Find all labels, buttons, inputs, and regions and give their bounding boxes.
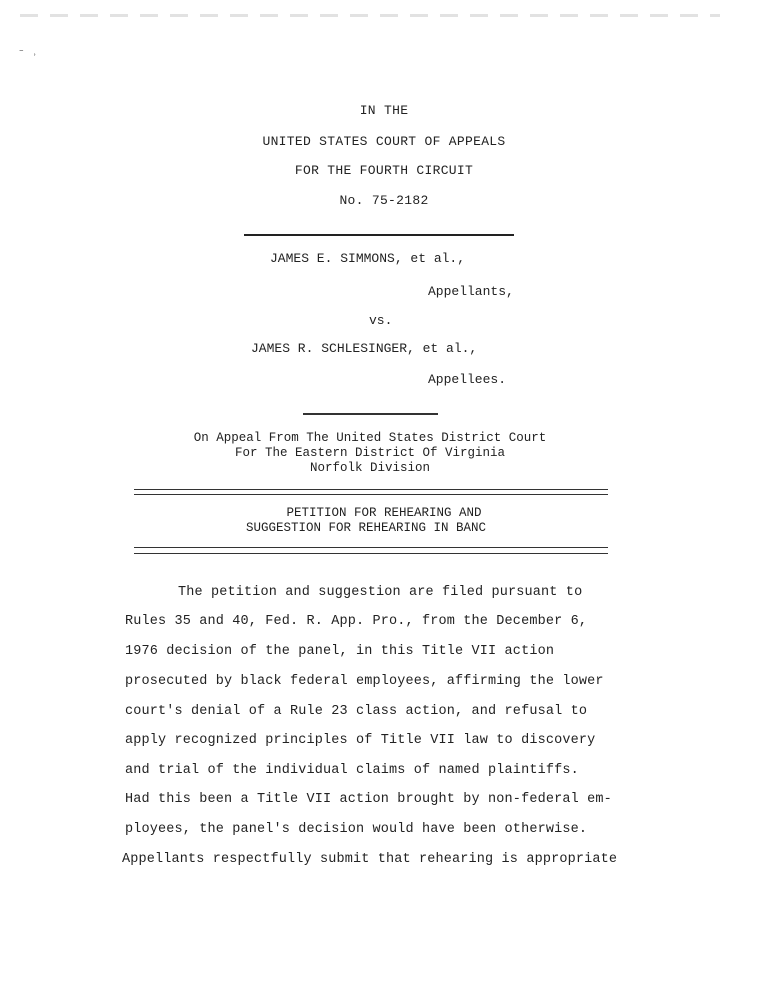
body-line-9: ployees, the panel's decision would have been otherwise. xyxy=(125,822,588,837)
appeal-line-2: For The Eastern District Of Virginia xyxy=(234,446,506,460)
docket-number: No. 75-2182 xyxy=(339,193,429,208)
body-line-6: apply recognized principles of Title VII law to discovery xyxy=(125,733,596,748)
title-rule-top-1 xyxy=(134,489,608,490)
body-line-10: Appellants respectfully submit that rehearing is appropriate xyxy=(122,852,618,867)
appellees-role: Appellees. xyxy=(428,372,507,387)
title-rule-bottom-1 xyxy=(134,547,608,548)
body-line-1: The petition and suggestion are filed pursuant to xyxy=(178,585,583,600)
appellants-name: JAMES E. SIMMONS, et al., xyxy=(270,251,466,266)
appellants-role: Appellants, xyxy=(428,284,514,299)
versus: vs. xyxy=(369,313,393,328)
scan-artifact-top xyxy=(20,14,720,17)
body-line-3: 1976 decision of the panel, in this Title VII action xyxy=(125,644,555,659)
header-divider xyxy=(244,234,514,236)
header-circuit: FOR THE FOURTH CIRCUIT xyxy=(294,163,474,178)
parties-divider xyxy=(303,413,438,415)
body-line-2: Rules 35 and 40, Fed. R. App. Pro., from the December 6, xyxy=(125,614,588,629)
header-line-in-the: IN THE xyxy=(359,103,409,118)
body-line-8: Had this been a Title VII action brought by non-federal em- xyxy=(125,792,612,807)
scan-mark: ⁻ ˒ xyxy=(18,48,38,60)
petition-title-line-1: PETITION FOR REHEARING AND xyxy=(286,506,482,520)
header-court-name: UNITED STATES COURT OF APPEALS xyxy=(262,134,506,149)
appeal-line-3: Norfolk Division xyxy=(309,461,431,475)
title-rule-bottom-2 xyxy=(134,553,608,554)
body-line-5: court's denial of a Rule 23 class action, and refusal to xyxy=(125,704,588,719)
title-rule-top-2 xyxy=(134,494,608,495)
appellees-name: JAMES R. SCHLESINGER, et al., xyxy=(251,341,478,356)
petition-title-line-2: SUGGESTION FOR REHEARING IN BANC xyxy=(245,521,487,535)
body-line-7: and trial of the individual claims of named plaintiffs. xyxy=(125,763,579,778)
appeal-line-1: On Appeal From The United States District Court xyxy=(193,431,547,445)
body-line-4: prosecuted by black federal employees, affirming the lower xyxy=(125,674,604,689)
